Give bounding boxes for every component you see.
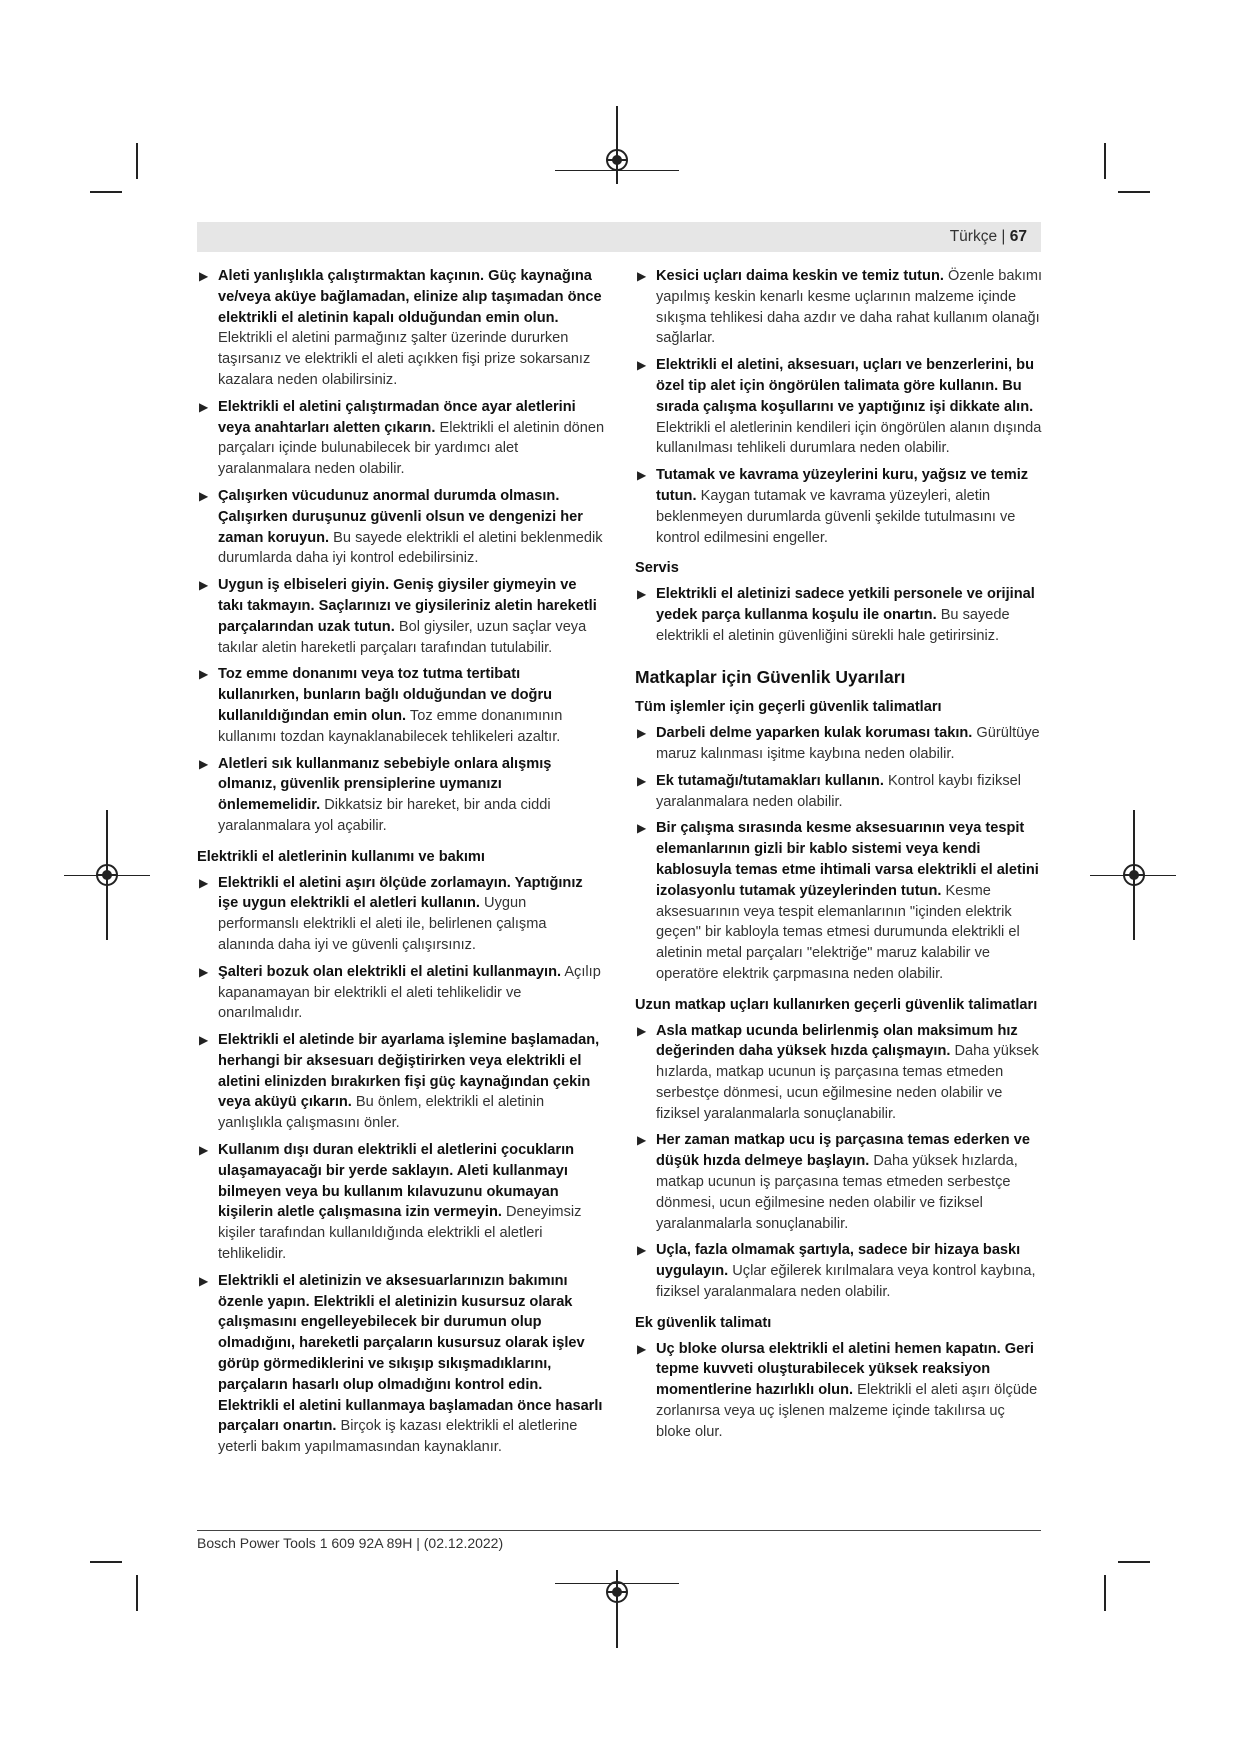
bullet-triangle-icon: ▶ [637, 468, 647, 483]
registration-mark-icon [606, 149, 628, 171]
bullet-triangle-icon: ▶ [637, 1023, 647, 1038]
bullet-triangle-icon: ▶ [199, 1143, 209, 1158]
warning-explanation: Elektrikli el aletlerinin kendileri için öngörülen alanın dışında kullanılması tehlikeli durumlara neden olabilir. [656, 419, 1042, 457]
left-column [197, 266, 605, 1464]
warning-explanation: Toz emme donanımının kullanımı tozdan kaynaklanabilecek tehlikeleri azaltır. [218, 707, 563, 745]
list-item [197, 664, 605, 747]
list-item [635, 355, 1043, 459]
warning-instruction: Elektrikli el aletini çalıştırmadan önce ayar aletlerini veya anahtarları aletten çıkarın. [218, 398, 576, 436]
warning-instruction: Elektrikli el aletinizi sadece yetkili personele ve orijinal yedek parça kullanma koşulu ile onartın. [656, 586, 1035, 623]
bullet-triangle-icon: ▶ [637, 773, 647, 788]
warning-explanation: Daha yüksek hızlarda, matkap ucunun iş parçasına temas etmeden serbestçe dönmesi, ucun eğilmesine neden olabilir ve fiziksel yaralanmalarla sonuçlanabilir. [656, 1153, 1018, 1232]
warning-instruction: Kullanım dışı duran elektrikli el aletlerini çocukların ulaşamayacağı bir yerde saklayın. Aleti kullanmayı bilmeyen veya bu kullanım kılavuzunu okumayan kişilerin aletle çalışmasına izin vermeyin. [218, 1142, 575, 1221]
crop-mark [90, 191, 122, 193]
list-item [197, 486, 605, 569]
warning-explanation: Deneyimsiz kişiler tarafından kullanıldığında elektrikli el aletleri tehlikelidir. [218, 1204, 582, 1263]
crop-mark [1118, 1561, 1150, 1563]
list-item [197, 1140, 605, 1265]
header-label [950, 228, 1027, 246]
warning-explanation: Birçok iş kazası elektrikli el aletlerine yeterli bakım yapılmamasından kaynaklanır. [218, 1418, 578, 1456]
warning-explanation: Kontrol kaybı fiziksel yaralanmalara neden olabilir. [656, 772, 1021, 810]
page-footer: Bosch Power Tools 1 609 92A 89H | (02.12.2022) [197, 1535, 504, 1551]
warning-instruction: Aletleri sık kullanmanız sebebiyle onlara alışmış olmanız, güvenlik prensiplerine uymanızı önlememelidir. [218, 755, 552, 814]
bullet-triangle-icon: ▶ [199, 1033, 209, 1048]
list-item [197, 1030, 605, 1134]
bullet-triangle-icon: ▶ [199, 269, 209, 283]
warning-instruction: Darbeli delme yaparken kulak koruması takın. [656, 725, 973, 742]
warning-explanation: Özenle bakımı yapılmış keskin kenarlı kesme uçlarının malzeme içinde sıkışma tehlikesi daha azdır ve daha rahat kullanım olanağı sağlarlar. [656, 268, 1043, 347]
warning-explanation: Dikkatsiz bir hareket, bir anda ciddi yaralanmalara yol açabilir. [218, 797, 551, 834]
registration-mark-icon [96, 864, 118, 886]
warning-instruction: Her zaman matkap ucu iş parçasına temas ederken ve düşük hızda delmeye başlayın. [656, 1132, 1030, 1170]
warning-instruction: Aleti yanlışlıkla çalıştırmaktan kaçının. Güç kaynağına ve/veya aküye bağlamadan, elinize alıp taşımadan önce elektrikli el aletinin kapalı olduğundan emin olun. [218, 268, 602, 326]
crop-mark [1118, 191, 1150, 193]
bullet-triangle-icon: ▶ [199, 756, 209, 771]
list-item [635, 723, 1043, 765]
warning-instruction: Çalışırken vücudunuz anormal durumda olmasın. Çalışırken duruşunuz güvenli olsun ve dengenizi her zaman koruyun. [218, 487, 583, 546]
list-item [635, 818, 1043, 984]
warning-explanation: Uçlar eğilerek kırılmalara veya kontrol kaybına, fiziksel yaralanmalara neden olabilir. [656, 1263, 1036, 1301]
list-item [635, 1240, 1043, 1302]
list-item [635, 771, 1043, 813]
bullet-triangle-icon: ▶ [199, 399, 209, 414]
subsection-heading: Ek güvenlik talimatı [635, 1314, 772, 1331]
warning-explanation: Bu sayede elektrikli el aletinin güvenliğini sürekli hale getirirsiniz. [656, 606, 1010, 644]
warning-explanation: Kaygan tutamak ve kavrama yüzeyleri, aletin beklenmeyen durumlarda güvenli şekilde tutulmasını ve kontrol edilmesini engeller. [656, 487, 1016, 546]
warning-instruction: Şalteri bozuk olan elektrikli el aletini kullanmayın. [218, 963, 562, 980]
crop-mark [1104, 143, 1106, 179]
list-item [635, 465, 1043, 548]
bullet-triangle-icon: ▶ [199, 488, 209, 503]
warning-instruction: Uçla, fazla olmamak şartıyla, sadece bir hizaya baskı uygulayın. [656, 1242, 1021, 1280]
header-language: Türkçe [949, 228, 998, 245]
warning-explanation: Açılıp kapanamayan bir elektrikli el aleti tehlikelidir ve onarılmalıdır. [218, 963, 601, 1022]
crop-mark [1104, 1575, 1106, 1611]
list-item [197, 1271, 605, 1458]
warning-instruction: Ek tutamağı/tutamakları kullanın. [656, 772, 884, 789]
warning-explanation: Bu sayede elektrikli el aletini beklenmedik durumlarda daha iyi kontrol edebilirsiniz. [218, 529, 603, 567]
subsection-heading: Elektrikli el aletlerinin kullanımı ve bakımı [197, 848, 485, 865]
subsection-heading: Uzun matkap uçları kullanırken geçerli güvenlik talimatları [635, 996, 1038, 1013]
list-item [197, 266, 605, 391]
list-item [197, 962, 605, 1024]
warning-explanation: Elektrikli el aletini parmağınız şalter üzerinde dururken taşırsanız ve elektrikli el aleti açıkken fişi prize sokarsanız kazalara neden olabilirsiniz. [218, 330, 591, 388]
warning-explanation: Gürültüye maruz kalınması işitme kaybına neden olabilir. [656, 725, 1040, 762]
warning-explanation: Elektrikli el aleti aşırı ölçüde zorlanırsa veya uç işlenen malzeme içinde takılırsa uç bloke olur. [656, 1382, 1038, 1440]
bullet-triangle-icon: ▶ [637, 1341, 647, 1356]
warning-instruction: Elektrikli el aletini aşırı ölçüde zorlamayın. Yaptığınız işe uygun elektrikli el aletleri kullanın. [218, 874, 583, 912]
list-item [635, 1021, 1043, 1125]
warning-instruction: Uç bloke olursa elektrikli el aletini hemen kapatın. Geri tepme kuvveti oluşturabilecek yüksek reaksiyon momentlerine hazırlıklı olun. [656, 1340, 1034, 1399]
warning-explanation: Bu önlem, elektrikli el aletinin yanlışlıkla çalışmasını önler. [218, 1094, 545, 1132]
subsection-heading: Tüm işlemler için geçerli güvenlik talimatları [635, 699, 942, 716]
bullet-triangle-icon: ▶ [199, 964, 209, 979]
bullet-triangle-icon: ▶ [199, 1273, 209, 1288]
warning-explanation: Uygun performanslı elektrikli el aleti ile, belirlenen çalışma alanında daha iyi ve güvenli çalışırsınız. [218, 895, 547, 953]
bullet-triangle-icon: ▶ [637, 269, 647, 283]
warning-instruction: Tutamak ve kavrama yüzeylerini kuru, yağsız ve temiz tutun. [656, 467, 1029, 504]
crop-mark [136, 1575, 138, 1611]
warning-instruction: Elektrikli el aletinizin ve aksesuarlarınızın bakımını özenle yapın. Elektrikli el aletinizin kusursuz olarak çalışmasını engelleyebilecek bir durumun olup olmadığını, hareketli parçaların kusursuz olarak işlev görüp görmediklerini ve sıkışıp sıkışmadıklarını, parçaların hasarlı olup olmadığını kontrol edin. Elektrikli el aletini kullanmaya başlamadan önce hasarlı parçaları onartın. [218, 1272, 603, 1435]
page-header [197, 222, 1041, 252]
registration-mark-icon [606, 1581, 628, 1603]
list-item [635, 1339, 1043, 1443]
subsection-heading: Servis [635, 560, 679, 577]
registration-line [616, 106, 618, 184]
right-column [635, 266, 1043, 1449]
list-item [635, 266, 1043, 349]
warning-instruction: Uygun iş elbiseleri giyin. Geniş giysiler giymeyin ve takı takmayın. Saçlarınızı ve giysileriniz aletin hareketli parçalarından uzak tutun. [218, 577, 597, 635]
bullet-triangle-icon: ▶ [637, 726, 647, 741]
bullet-triangle-icon: ▶ [637, 821, 647, 836]
warning-explanation: Elektrikli el aletinin dönen parçaları içinde bulunabilecek bir yardımcı alet yaralanmalara neden olabilir. [218, 419, 605, 478]
bullet-triangle-icon: ▶ [637, 1133, 647, 1148]
list-item [197, 873, 605, 956]
warning-instruction: Toz emme donanımı veya toz tutma tertibatı kullanırken, bunların bağlı olduğundan ve doğru kullanıldığından emin olun. [218, 666, 553, 724]
registration-mark-icon [1123, 864, 1145, 886]
warning-instruction: Bir çalışma sırasında kesme aksesuarının veya tespit elemanlarının gizli bir kablo sistemi veya kendi kablosuyla temas etme ihtimali varsa elektrikli el aletini izolasyonlu tutamak yüzeylerinden tutun. [656, 820, 1039, 899]
crop-mark [136, 143, 138, 179]
page-number: 67 [1009, 228, 1027, 245]
list-item [635, 584, 1043, 646]
bullet-triangle-icon: ▶ [637, 358, 647, 373]
warning-instruction: Elektrikli el aletini, aksesuarı, uçları ve benzerlerini, bu özel tip alet için öngörülen talimata göre kullanın. Bu sırada çalışma koşullarını ve yaptığınız işi dikkate alın. [656, 357, 1034, 415]
list-item [197, 397, 605, 480]
warning-instruction: Elektrikli el aletinde bir ayarlama işlemine başlamadan, herhangi bir aksesuarı değiştirirken veya elektrikli el aletini elinizden bırakırken fişi güç kaynağından çekin veya aküyü çıkarın. [218, 1032, 600, 1111]
list-item [197, 575, 605, 658]
warning-explanation: Kesme aksesuarının veya tespit elemanlarının "içinden elektrik geçen" bir kabloyla temas etmesi durumunda elektrikli el aletinin metal parçaları "elektriğe" maruz kalabilir ve operatöre elektrik çarpmasına neden olabilir. [656, 882, 1020, 982]
warning-instruction: Kesici uçları daima keskin ve temiz tutun. [656, 268, 944, 284]
warning-explanation: Bol giysiler, uzun saçlar veya takılar aletin hareketli parçaları tarafından tutulabilir. [218, 618, 587, 656]
bullet-triangle-icon: ▶ [199, 667, 209, 682]
header-separator: | [1001, 228, 1006, 245]
warning-explanation: Daha yüksek hızlarda, matkap ucunun iş parçasına temas etmeden serbestçe dönmesi, ucun eğilmesine neden olabilir ve fiziksel yaralanmalarla sonuçlanabilir. [656, 1043, 1039, 1122]
crop-mark [90, 1561, 122, 1563]
footer-rule [197, 1530, 1041, 1531]
bullet-triangle-icon: ▶ [199, 875, 209, 890]
bullet-triangle-icon: ▶ [637, 1243, 647, 1258]
bullet-triangle-icon: ▶ [637, 587, 647, 602]
bullet-triangle-icon: ▶ [199, 578, 209, 593]
list-item [635, 1130, 1043, 1234]
list-item [197, 754, 605, 837]
section-heading: Matkaplar için Güvenlik Uyarıları [635, 666, 906, 687]
warning-instruction: Asla matkap ucunda belirlenmiş olan maksimum hız değerinden daha yüksek hızda çalışmayın. [656, 1022, 1018, 1060]
